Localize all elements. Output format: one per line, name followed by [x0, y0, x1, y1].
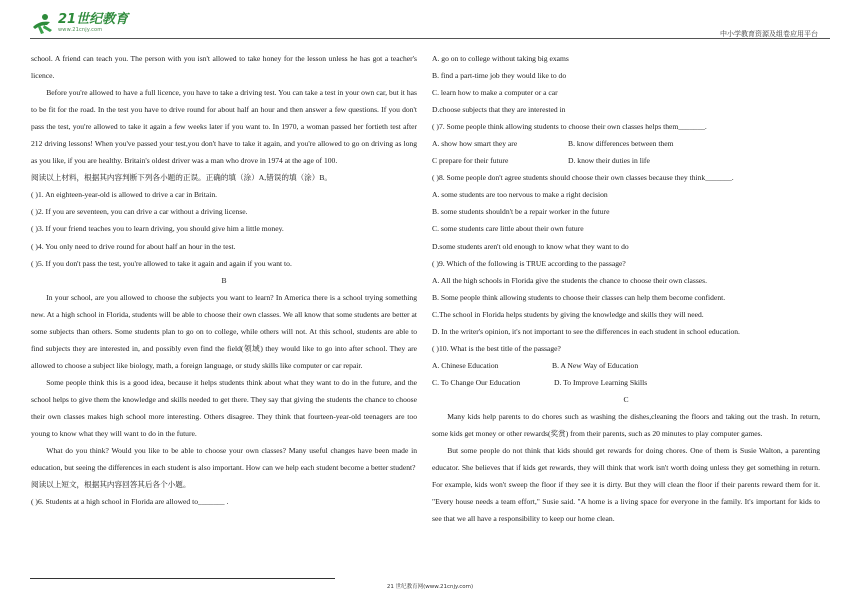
option-row	[432, 152, 820, 169]
question-6: ( )6. Students at a high school in Florida are allowed to_______ .	[31, 497, 229, 507]
question-10: ( )10. What is the best title of the passage?	[432, 343, 561, 353]
paragraph: Many kids help parents to do chores such as washing the dishes,cleaning the floors and taking out the trash. In return, some kids get money or other rewards(奖赏) from their parents, such as 20 minutes to play computer games.	[432, 411, 820, 439]
option: D. In the writer's opinion, it's not important to see the differences in each student in school education.	[432, 326, 740, 336]
question-5: ( )5. If you don't pass the test, you're allowed to take it again and again if you want to.	[31, 258, 292, 268]
logo	[30, 13, 128, 35]
platform-name: 中小学教育资源及组卷应用平台	[720, 30, 818, 38]
option: B. some students shouldn't be a repair worker in the future	[432, 207, 610, 217]
option: D. know their duties in life	[568, 156, 650, 166]
paragraph: But some people do not think that kids should get rewards for doing chores. One of them is Susie Walton, a parenting educator. She believes that if kids get rewards, they will think that work isn't worth doing unless they get something in return. For example, kids won't sweep the floor if they see it is dirty. But they will clean the floor if their parents reward them for it. "Every house needs a team effort," Susie said. "A home is a living space for everyone in the family. It's important for kids to see that we all have a responsibility to keep our home clean.	[432, 446, 820, 524]
option: D.some students aren't old enough to know what they want to do	[432, 241, 629, 251]
question-9: ( )9. Which of the following is TRUE according to the passage?	[432, 258, 626, 268]
paragraph: In your school, are you allowed to choose the subjects you want to learn? In America there is a school trying something new. At a high school in Florida, students will be able to choose their own classes. We all know that some students are better at some subjects than others. Some students plan to go on to college, while others will not. At this school, students are able to find subjects they are interested in, and possibly even find the field(领域) they would like to go into after school. They are allowed to choose a subject like biology, math, a foreign language, or study skills like computer or car repair.	[31, 292, 417, 370]
option: A. Chinese Education	[432, 360, 499, 370]
option: D. To Improve Learning Skills	[554, 377, 648, 387]
logo-url: www.21cnjy.com	[58, 27, 103, 33]
paragraph: Before you're allowed to have a full licence, you have to take a driving test. You can take a test in your own car, but it has to be fit for the road. In the test you have to drive round for about half an hour and then answer a few questions. If you don't pass the test, you're allowed to take it again a few weeks later if you want to. In 1970, a woman passed her fortieth test after 212 driving lessons! When you've passed your test,you don't have to take it again, and you're allowed to go on driving as long as you like, if you are healthy. Britain's oldest driver was a man who drove in 1974 at the age of 100.	[31, 88, 417, 166]
option: B. find a part-time job they would like to do	[432, 71, 567, 81]
option: C.The school in Florida helps students by giving the knowledge and skills they will need.	[432, 309, 704, 319]
option: B. know differences between them	[568, 139, 674, 149]
option: A. some students are too nervous to make a right decision	[432, 190, 608, 200]
option: A. show how smart they are	[432, 139, 518, 149]
page-header	[0, 0, 860, 42]
option: B. A New Way of Education	[552, 360, 639, 370]
paragraph: school. A friend can teach you. The person with you isn't allowed to take honey for the lesson unless he has got a teacher's licence.	[31, 54, 417, 81]
paragraph: What do you think? Would you like to be able to choose your own classes? Many useful changes have been made in education, but seeing the differences in each student is also important. How can we help each student become a better student?	[31, 446, 417, 473]
logo-figure-icon	[30, 13, 56, 35]
question-1: ( )1. An eighteen-year-old is allowed to drive a car in Britain.	[31, 190, 218, 200]
option-row	[432, 135, 820, 152]
option: C. learn how to make a computer or a car	[432, 88, 558, 98]
option: C. To Change Our Education	[432, 377, 521, 387]
option: D.choose subjects that they are interested in	[432, 105, 566, 115]
footer-text: 21 世纪教育网(www.21cnjy.com)	[386, 584, 474, 590]
option: B. Some people think allowing students to choose their classes can help them become confident.	[432, 292, 726, 302]
option-row	[432, 374, 820, 391]
option: C. some students care little about their own future	[432, 224, 584, 234]
section-heading-b: B	[221, 275, 227, 285]
option: C prepare for their future	[432, 156, 509, 166]
paragraph: Some people think this is a good idea, because it helps students think about what they want to do in the future, and the school helps to give them the knowledge and skills needed to get there. They say that giving the students the chance to choose their own classes makes high school more interesting. Others disagree. They think that fourteen-year-old teenagers are too young to know what they will want to do in the future.	[31, 377, 417, 439]
footer-divider	[30, 578, 335, 579]
section-heading-c: C	[623, 394, 629, 404]
logo-text: 21世纪教育	[58, 12, 129, 27]
instruction: 阅读以上短文，根据其内容回答其后各个小题。	[31, 480, 191, 490]
question-4: ( )4. You only need to drive round for about half an hour in the test.	[31, 241, 236, 251]
question-7: ( )7. Some people think allowing students to choose their own classes helps them_______.	[432, 122, 707, 132]
question-3: ( )3. If your friend teaches you to learn driving, you should give him a little money.	[31, 224, 284, 234]
question-2: ( )2. If you are seventeen, you can drive a car without a driving license.	[31, 207, 248, 217]
option-row	[432, 357, 820, 374]
left-column	[31, 50, 417, 510]
instruction: 阅读以上材料，根据其内容判断下列各小题的正误。正确的填（涂）A,错误的填（涂）B。	[31, 173, 333, 183]
question-8: ( )8. Some people don't agree students should choose their own classes because they think_______.	[432, 173, 734, 183]
right-column	[432, 50, 820, 527]
option: A. go on to college without taking big exams	[432, 54, 569, 63]
header-divider	[30, 38, 830, 39]
option: A. All the high schools in Florida give the students the chance to choose their own classes.	[432, 275, 708, 285]
